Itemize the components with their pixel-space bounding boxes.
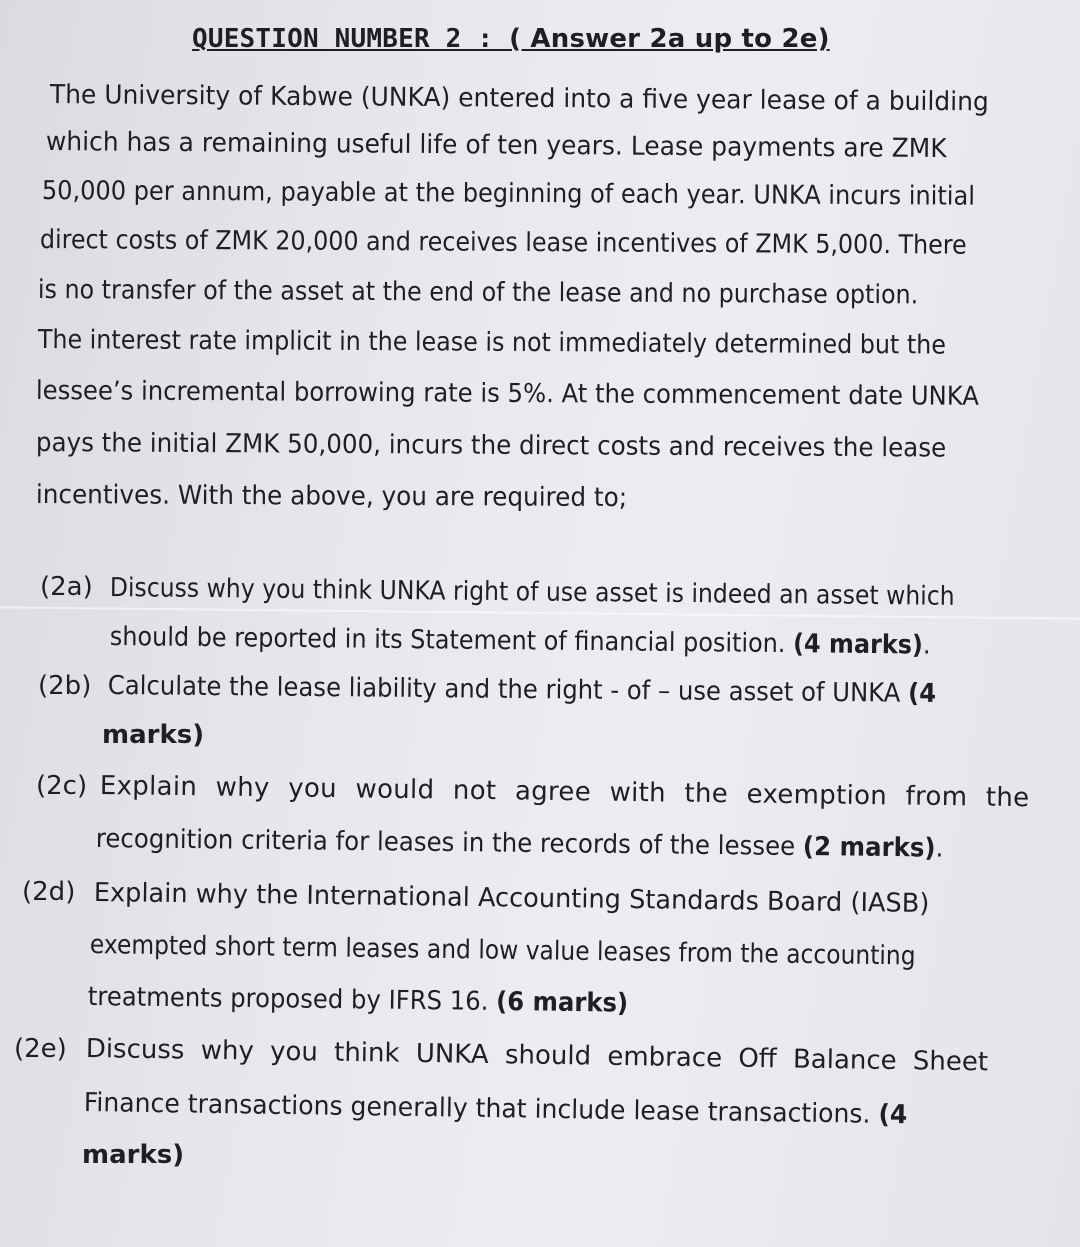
question-2c-line-2 <box>96 826 944 862</box>
intro-line-3: 50,000 per annum, payable at the beginning of each year. UNKA incurs initial <box>41 176 976 212</box>
question-title-prefix: QUESTION NUMBER 2 : <box>192 24 510 54</box>
question-title <box>192 24 830 54</box>
intro-line-2: which has a remaining useful life of ten years. Lease payments are ZMK <box>45 127 947 165</box>
question-2e-line-1: Discuss why you think UNKA should embrace Off Balance Sheet <box>85 1034 989 1078</box>
question-2c-period: . <box>935 833 944 864</box>
question-2e-label: (2e) <box>14 1034 67 1064</box>
question-2b-label: (2b) <box>38 671 92 701</box>
intro-line-9: incentives. With the above, you are required to; <box>35 480 628 514</box>
question-2c-marks: (2 marks) <box>802 832 936 864</box>
intro-line-7: lessee’s incremental borrowing rate is 5%. At the commencement date UNKA <box>35 376 980 412</box>
question-2d-label: (2d) <box>22 877 76 907</box>
question-2a-label: (2a) <box>40 572 93 602</box>
intro-line-5: is no transfer of the asset at the end of the lease and no purchase option. <box>37 275 919 311</box>
question-2e-line-2 <box>83 1088 908 1131</box>
question-2d-line-2: exempted short term leases and low value leases from the accounting <box>89 930 916 972</box>
intro-line-4: direct costs of ZMK 20,000 and receives lease incentives of ZMK 5,000. There <box>39 225 967 261</box>
question-2a-line-2 <box>110 624 931 659</box>
question-2b-line-1 <box>108 673 937 707</box>
question-2b-text: Calculate the lease liability and the right - of – use asset of UNKA <box>107 671 909 709</box>
question-2d-line-1: Explain why the International Accounting Standards Board (IASB) <box>93 878 930 919</box>
question-2a-line-1: Discuss why you think UNKA right of use asset is indeed an asset which <box>109 573 955 612</box>
question-title-answer: ( Answer 2a up to 2e) <box>509 24 830 54</box>
question-2d-marks: (6 marks) <box>495 986 629 1019</box>
question-2b-marks-start: (4 <box>907 678 937 709</box>
question-2b-marks-end: marks) <box>102 720 205 750</box>
question-2c-label: (2c) <box>36 771 88 801</box>
question-2a-text: should be reported in its Statement of financial position. <box>109 622 794 660</box>
intro-line-6: The interest rate implicit in the lease is not immediately determined but the <box>37 325 947 361</box>
question-2a-period: . <box>922 630 931 661</box>
question-2d-line-3 <box>88 984 629 1017</box>
question-2c-text: recognition criteria for leases in the records of the lessee <box>95 824 804 863</box>
question-2e-text: Finance transactions generally that include lease transactions. <box>83 1088 879 1130</box>
question-2e-marks-start: (4 <box>878 1099 908 1131</box>
question-2e-marks-end: marks) <box>82 1140 185 1170</box>
intro-line-8: pays the initial ZMK 50,000, incurs the direct costs and receives the lease <box>35 428 947 464</box>
question-2d-text: treatments proposed by IFRS 16. <box>87 982 497 1017</box>
intro-line-1: The University of Kabwe (UNKA) entered into a five year lease of a building <box>49 80 989 118</box>
question-2a-marks: (4 marks) <box>792 629 924 661</box>
question-2c-line-1: Explain why you would not agree with the exemption from the <box>99 771 1030 814</box>
